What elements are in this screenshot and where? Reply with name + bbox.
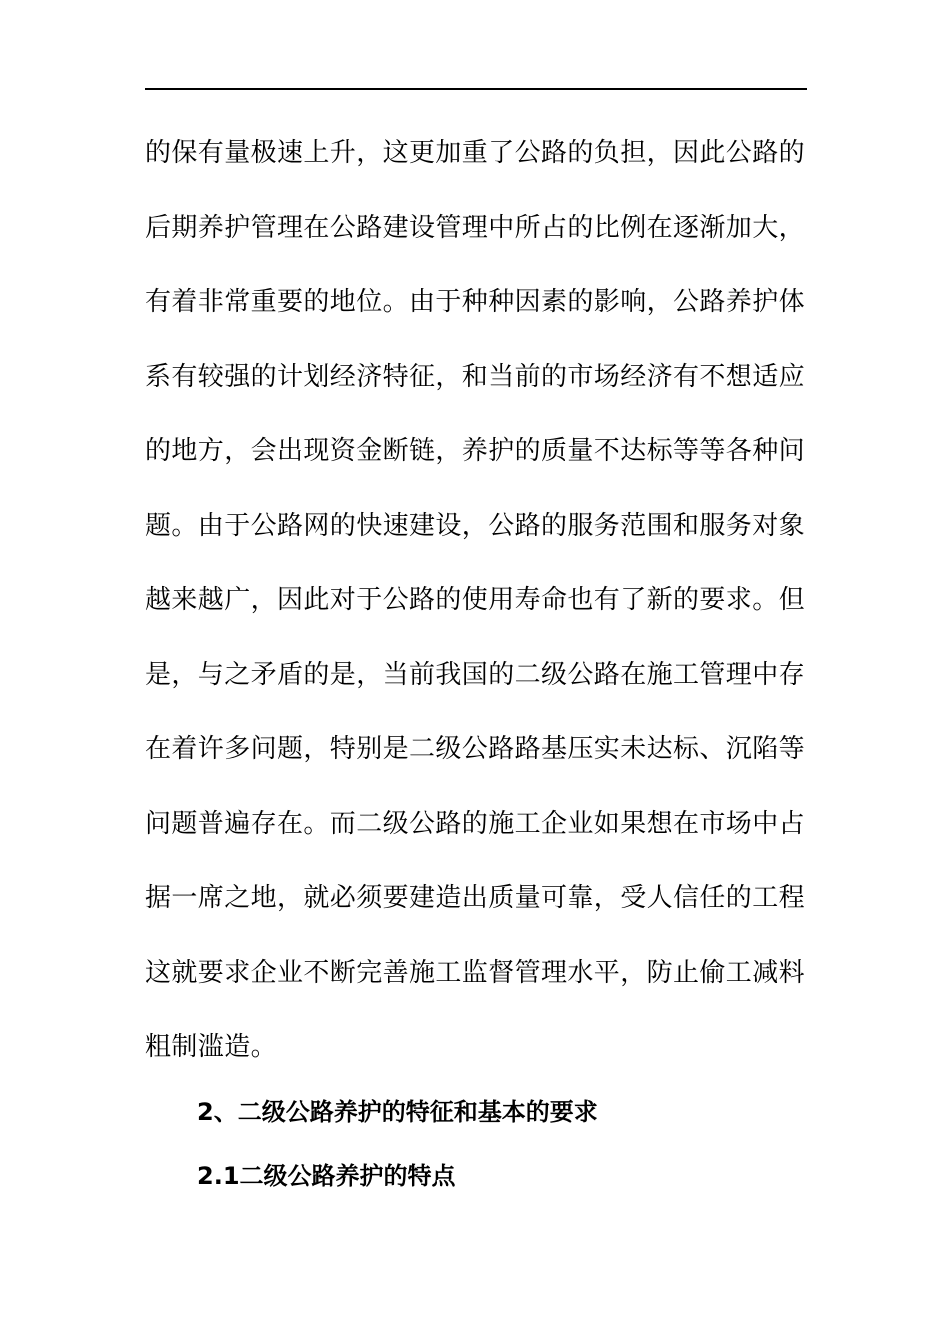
body-line: 系有较强的计划经济特征，和当前的市场经济有不想适应 [145,362,806,392]
body-line: 这就要求企业不断完善施工监督管理水平，防止偷工减料 [145,958,806,988]
body-line: 粗制滥造。 [145,1032,278,1062]
body-line: 有着非常重要的地位。由于种种因素的影响，公路养护体 [145,287,806,317]
body-line: 据一席之地，就必须要建造出质量可靠，受人信任的工程 [145,883,806,913]
body-line: 越来越广，因此对于公路的使用寿命也有了新的要求。但 [145,585,806,615]
body-line: 问题普遍存在。而二级公路的施工企业如果想在市场中占 [145,809,806,839]
body-line: 题。由于公路网的快速建设，公路的服务范围和服务对象 [145,511,806,541]
header-rule [145,88,807,90]
body-line: 后期养护管理在公路建设管理中所占的比例在逐渐加大， [145,213,806,243]
body-line: 是，与之矛盾的是，当前我国的二级公路在施工管理中存 [145,660,806,690]
body-line: 在着许多问题，特别是二级公路路基压实未达标、沉陷等 [145,734,806,764]
subsection-heading: 2.1二级公路养护的特点 [197,1162,456,1190]
section-heading: 2、二级公路养护的特征和基本的要求 [197,1098,598,1126]
body-line: 的地方，会出现资金断链，养护的质量不达标等等各种问 [145,436,806,466]
body-line: 的保有量极速上升，这更加重了公路的负担，因此公路的 [145,138,806,168]
